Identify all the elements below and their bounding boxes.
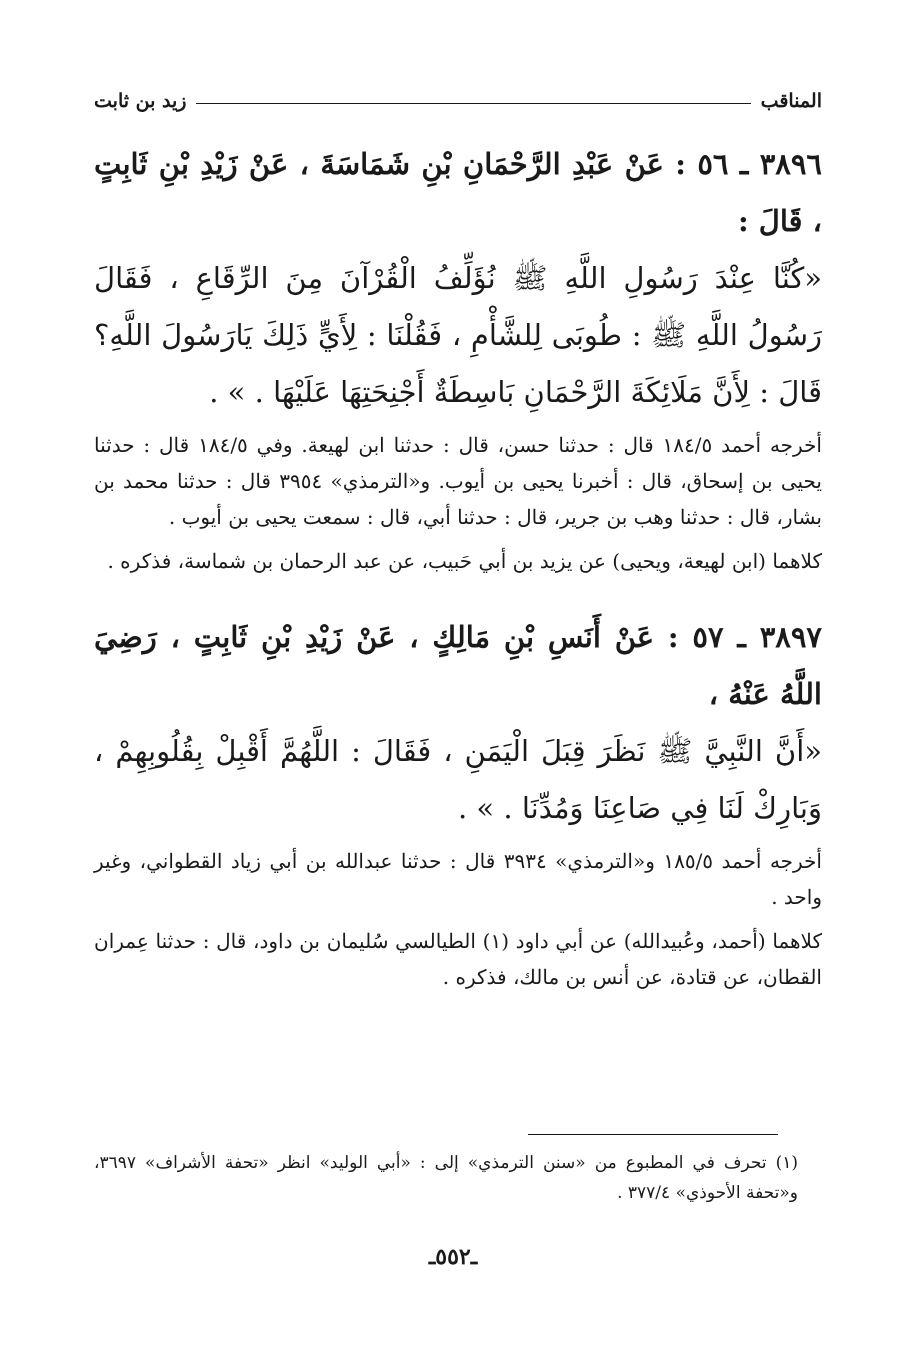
hadith-isnad: ٣٨٩٦ ـ ٥٦ : عَنْ عَبْدِ الرَّحْمَانِ بْنِ شَمَاسَةَ ، عَنْ زَيْدِ بْنِ ثَابِتٍ ، قَالَ : [94, 147, 822, 238]
footnote-rule [528, 1134, 778, 1135]
takhrij-paragraph: أخرجه أحمد ١٨٥/٥ و«الترمذي» ٣٩٣٤ قال : حدثنا عبدالله بن أبي زياد القطواني، وغير واحد . [94, 849, 822, 909]
takhrij-paragraph: كلاهما (أحمد، وعُبيدالله) عن أبي داود (١) الطيالسي سُليمان بن داود، قال : حدثنا عِمران القطان، عن قتادة، عن أنس بن مالك، فذكره . [94, 929, 822, 989]
takhrij-paragraph: أخرجه أحمد ١٨٤/٥ قال : حدثنا حسن، قال : حدثنا ابن لهيعة. وفي ١٨٤/٥ قال : حدثنا يحيى بن إسحاق، قال : أخبرنا يحيى بن أيوب. و«الترمذي» ٣٩٥٤ قال : حدثنا محمد بن بشار، قال : حدثنا وهب بن جرير، قال : حدثنا أبي، قال : سمعت يحيى بن أيوب . [94, 433, 822, 529]
hadith-matn: «أَنَّ النَّبِيَّ ﷺ نَظَرَ قِبَلَ الْيَمَنِ ، فَقَالَ : اللَّهُمَّ أَقْبِلْ بِقُلُوبِهِمْ ، وَبَارِكْ لَنَا فِي صَاعِنَا وَمُدِّنَا . » . [94, 734, 822, 825]
takhrij-paragraph: كلاهما (ابن لهيعة، ويحيى) عن يزيد بن أبي حَبيب، عن عبد الرحمان بن شماسة، فذكره . [107, 549, 822, 573]
header-rule [196, 103, 750, 104]
section-title: زيد بن ثابت [94, 90, 187, 112]
hadith-3896 [94, 136, 822, 579]
main-text [94, 136, 822, 995]
hadith-isnad: ٣٨٩٧ ـ ٥٧ : عَنْ أَنَسِ بْنِ مَالِكٍ ، عَنْ زَيْدِ بْنِ ثَابِتٍ ، رَضِيَ اللَّهُ عَنْهُ ، [94, 620, 822, 711]
page-number: ـ٥٥٢ـ [428, 1244, 478, 1270]
hadith-3897 [94, 609, 822, 995]
chapter-title: المناقب [760, 90, 822, 112]
hadith-matn: «كُنَّا عِنْدَ رَسُولِ اللَّهِ ﷺ نُؤَلِّفُ الْقُرْآنَ مِنَ الرِّقَاعِ ، فَقَالَ رَسُولُ اللَّهِ ﷺ : طُوبَى لِلشَّأْمِ ، فَقُلْنَا : لِأَيٍّ ذَلِكَ يَارَسُولَ اللَّهِ؟ قَالَ : لِأَنَّ مَلَائِكَةَ الرَّحْمَانِ بَاسِطَةٌ أَجْنِحَتِهَا عَلَيْهَا . » . [94, 261, 822, 409]
footnote: (١) تحرف في المطبوع من «سنن الترمذي» إلى : «أبي الوليد» انظر «تحفة الأشراف» ٣٦٩٧، و«تحفة الأحوذي» ٣٧٧/٤ . [94, 1153, 798, 1203]
running-header [94, 86, 822, 116]
